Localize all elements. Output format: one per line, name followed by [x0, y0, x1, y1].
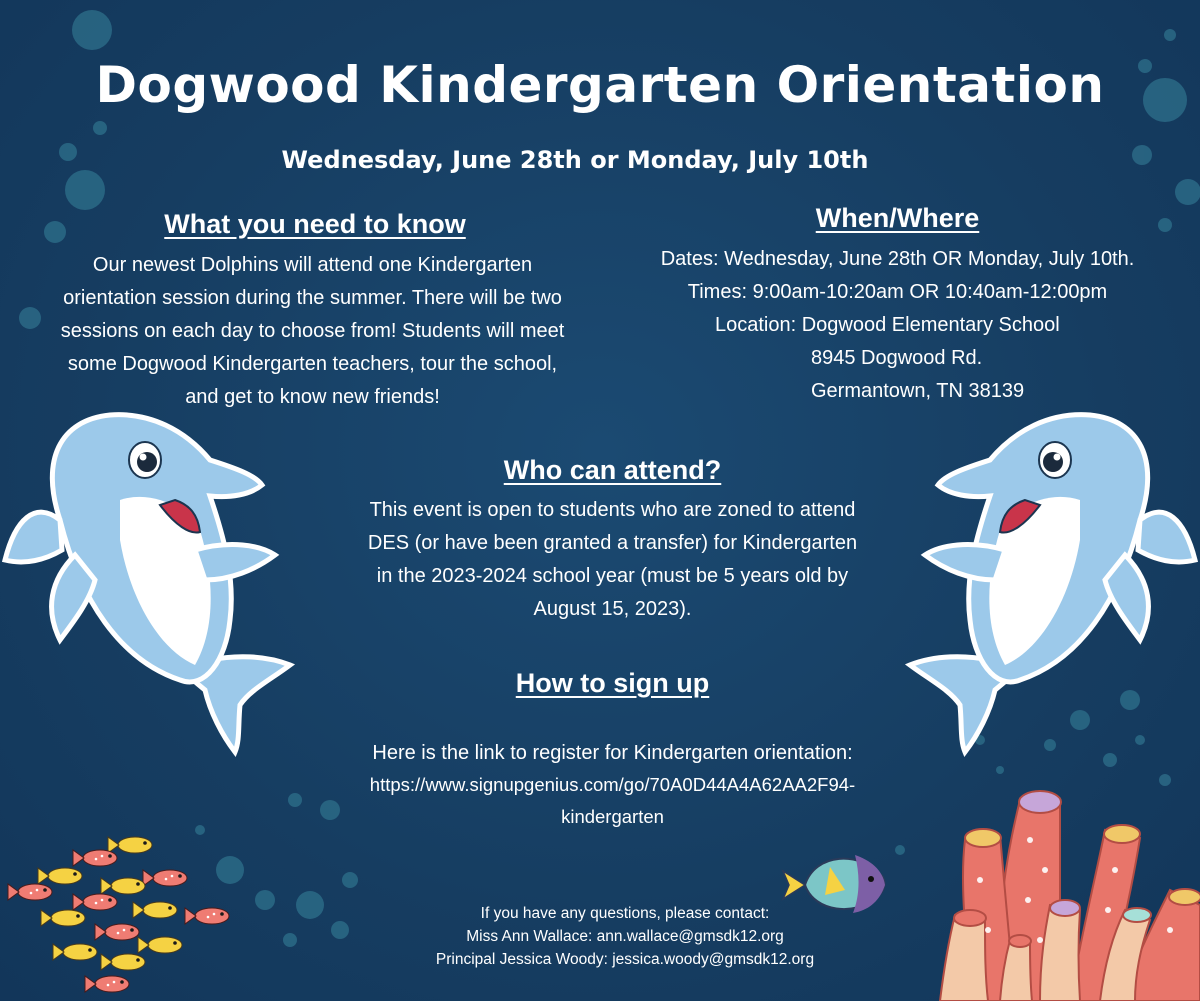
when-where-heading: When/Where — [815, 203, 980, 233]
need-to-know-heading: What you need to know — [164, 209, 466, 239]
contact-person-1: Miss Ann Wallace: ann.wallace@gmsdk12.org — [466, 928, 784, 945]
flyer-subtitle: Wednesday, June 28th or Monday, July 10th — [281, 146, 869, 174]
when-where-address-line2: Germantown, TN 38139 — [811, 380, 1025, 402]
when-where-dates: Dates: Wednesday, June 28th OR Monday, July 10th. — [660, 248, 1135, 270]
who-can-attend-body — [320, 494, 905, 626]
need-to-know-line: and get to know new friends! — [185, 386, 440, 408]
need-to-know-line: sessions on each day to choose from! Students will meet — [60, 320, 565, 342]
sign-up-link-continued[interactable]: kindergarten — [561, 806, 664, 827]
need-to-know-line: Our newest Dolphins will attend one Kindergarten — [92, 254, 533, 276]
right-dolphin — [910, 415, 1195, 752]
need-to-know-line: some Dogwood Kindergarten teachers, tour the school, — [67, 353, 558, 375]
when-where-address-line1: 8945 Dogwood Rd. — [811, 347, 983, 369]
sign-up-body — [320, 737, 905, 833]
contact-block — [370, 902, 880, 971]
fish-school — [8, 837, 229, 992]
who-can-attend-heading: Who can attend? — [503, 455, 722, 485]
who-can-attend-line: August 15, 2023). — [533, 598, 692, 620]
left-dolphin — [5, 415, 290, 752]
contact-person-2: Principal Jessica Woody: jessica.woody@gmsdk12.org — [435, 951, 815, 968]
sign-up-heading: How to sign up — [515, 668, 710, 698]
when-where-times: Times: 9:00am-10:20am OR 10:40am-12:00pm — [687, 281, 1108, 303]
who-can-attend-line: in the 2023-2024 school year (must be 5 years old by — [376, 565, 849, 587]
who-can-attend-line: This event is open to students who are zoned to attend — [369, 499, 856, 521]
when-where-location: Location: Dogwood Elementary School — [715, 314, 1060, 336]
need-to-know-body — [20, 249, 605, 414]
contact-intro: If you have any questions, please contact: — [480, 905, 770, 922]
who-can-attend-line: DES (or have been granted a transfer) for Kindergarten — [367, 532, 858, 554]
flyer-title: Dogwood Kindergarten Orientation — [95, 56, 1105, 114]
need-to-know-line: orientation session during the summer. There will be two — [63, 287, 562, 309]
coral — [940, 791, 1200, 1001]
when-where-body — [630, 243, 1165, 408]
sign-up-link[interactable]: https://www.signupgenius.com/go/70A0D44A4A62AA2F94- — [369, 774, 856, 795]
sign-up-intro: Here is the link to register for Kindergarten orientation: — [372, 742, 853, 764]
